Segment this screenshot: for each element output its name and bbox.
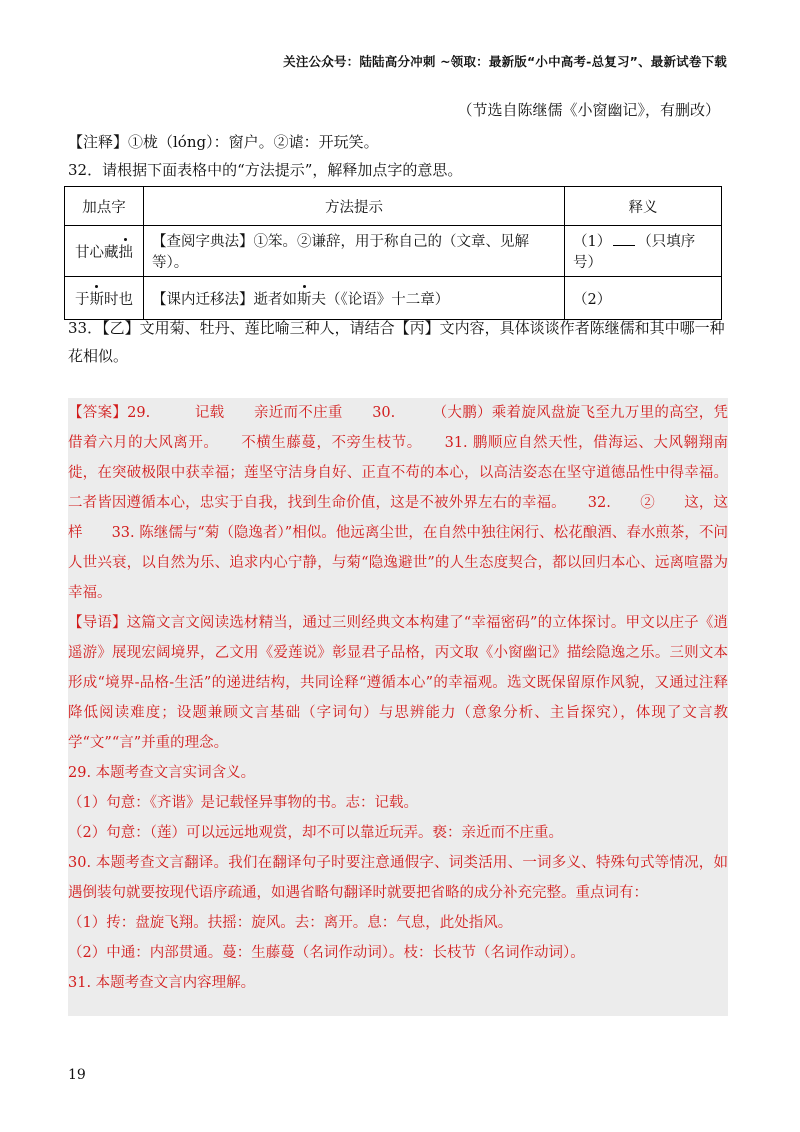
answer-tag: 【答案】 — [68, 405, 128, 421]
row1-word: 甘心藏拙 — [65, 226, 144, 277]
row2-word: 于斯时也 — [65, 277, 144, 320]
row1-answer: （1） （只填序号） — [565, 226, 722, 277]
row2-hint: 【课内迁移法】逝者如斯夫（《论语》十二章） — [144, 277, 565, 320]
answer-blank — [613, 233, 635, 246]
dotted-char: 斯 — [297, 288, 312, 309]
explanation-line: 29. 本题考查文言实词含义。 — [68, 765, 256, 781]
header-meaning: 释义 — [565, 187, 722, 226]
explanation-line: （2）句意：（莲）可以远远地观赏，却不可以靠近玩弄。亵：亲近而不庄重。 — [68, 825, 563, 841]
page-number: 19 — [68, 1067, 86, 1083]
answer-section — [68, 398, 728, 1016]
table-row — [65, 226, 722, 277]
explanation-line: 31. 本题考查文言内容理解。 — [68, 975, 256, 991]
explanation-line: （2）中通：内部贯通。蔓：生藤蔓（名词作动词）。枝：长枝节（名词作动词）。 — [68, 945, 585, 961]
dotted-char: 拙 — [119, 241, 134, 262]
method-table — [64, 186, 722, 320]
header-hint: 方法提示 — [144, 187, 565, 226]
explanation-line: （1）抟：盘旋飞翔。扶摇：旋风。去：离开。息：气息，此处指风。 — [68, 915, 513, 931]
annotation-note: 【注释】①栊（lóng）：窗户。②谑：开玩笑。 — [68, 133, 379, 151]
source-citation: （节选自陈继儒《小窗幽记》，有删改） — [457, 101, 720, 119]
row2-answer: （2） — [565, 277, 722, 320]
question-32: 32．请根据下面表格中的“方法提示”，解释加点字的意思。 — [68, 161, 463, 179]
table-header-row — [65, 187, 722, 226]
guide-paragraph: 【导语】这篇文言文阅读选材精当，通过三则经典文本构建了“幸福密码”的立体探讨。甲文以庄子《逍遥游》展现宏阔境界，乙文用《爱莲说》彰显君子品格，丙文取《小窗幽记》描绘隐逸之乐。三则文本形成“境界-品格-生活”的递进结构，共同诠释“遵循本心”的幸福观。选文既保留原作风貌，又通过注释降低阅读难度；设题兼顾文言基础（字词句）与思辨能力（意象分析、主旨探究），体现了文言教学“文”“言”并重的理念。 — [68, 615, 728, 751]
explanation-line: 30. 本题考查文言翻译。我们在翻译句子时要注意通假字、词类活用、一词多义、特殊句式等情况，如遇倒装句就要按现代语序疏通，如遇省略句翻译时就要把省略的成分补充完整。重点词有： — [68, 855, 728, 901]
answer-paragraph: 【答案】29. 记载 亲近而不庄重 30. （大鹏）乘着旋风盘旋飞至九万里的高空，凭借着六月的大风离开。 不横生藤蔓，不旁生枝节。 31. 鹏顺应自然天性，借海运、大风翱翔南徙，在突破极限中获幸福；莲坚守洁身自好、正直不苟的本心，以高洁姿态在坚守道德品性中得幸福。二者皆因遵循本心，忠实于自我，找到生命价值，这是不被外界左右的幸福。 32. ② 这，这样 33. 陈继儒与“菊（隐逸者）”相似。他远离尘世，在自然中独往闲行、松花酿酒、春水煎茶，不问人世兴衰，以自然为乐、追求内心宁静，与菊“隐逸避世”的人生态度契合，都以回归本心、远离喧嚣为幸福。 — [68, 405, 729, 601]
row1-hint: 【查阅字典法】①笨。②谦辞，用于称自己的（文章、见解等）。 — [144, 226, 565, 277]
guide-tag: 【导语】 — [68, 615, 127, 631]
dotted-char: 斯 — [90, 288, 105, 309]
explanation-line: （1）句意：《齐谐》是记载怪异事物的书。志：记载。 — [68, 795, 418, 811]
page-header: 关注公众号：陆陆高分冲刺 ~领取：最新版“小中高考-总复习”、最新试卷下载 — [283, 54, 727, 69]
question-33: 33．【乙】文用菊、牡丹、莲比喻三种人，请结合【丙】文内容，具体谈谈作者陈继儒和其中哪一种花相似。 — [68, 319, 725, 365]
header-word: 加点字 — [65, 187, 144, 226]
